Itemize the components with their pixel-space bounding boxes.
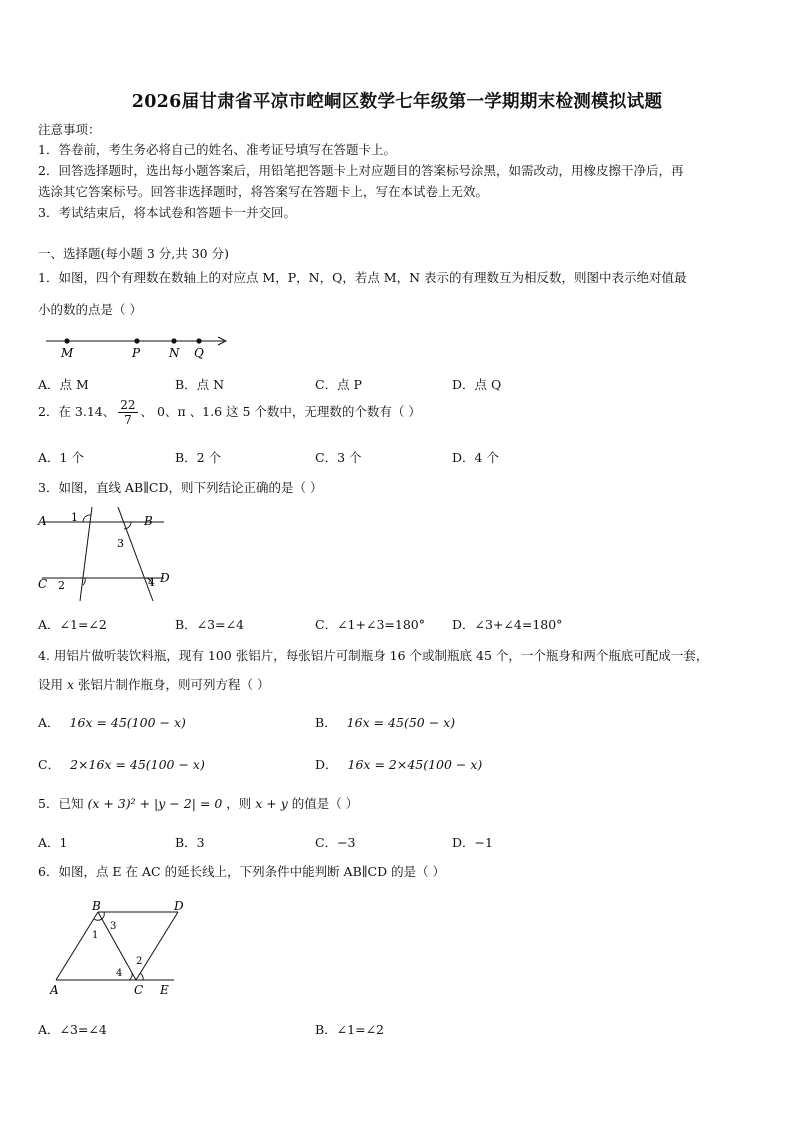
q3-text: 3．如图，直线 AB∥CD，则下列结论正确的是（ ） <box>38 480 323 495</box>
q6-option-a[interactable]: A．∠3=∠4 <box>38 1022 107 1037</box>
q1-option-b[interactable]: B．点 N <box>175 377 225 392</box>
q5-suffix: 的值是（ ） <box>291 796 359 811</box>
q3-option-b[interactable]: B．∠3=∠4 <box>175 617 245 632</box>
point-q <box>196 338 201 343</box>
point-p <box>134 338 139 343</box>
q6-angle-4: 4 <box>116 968 123 979</box>
q3-angle-4: 4 <box>148 576 155 589</box>
q2-option-a[interactable]: A．1 个 <box>38 450 84 465</box>
label-n: N <box>169 346 180 360</box>
q3-label-b: B <box>144 514 153 528</box>
q4-text: 4. 用铝片做听装饮料瓶，现有 100 张铝片，每张铝片可制瓶身 16 个或制瓶底 45 个，一个瓶身和两个瓶底可配成一套， <box>38 648 709 663</box>
q5-option-a[interactable]: A．1 <box>38 835 68 850</box>
label-q: Q <box>194 346 204 360</box>
q5-option-c[interactable]: C．−3 <box>315 835 356 850</box>
q3-angle-2: 2 <box>58 579 65 592</box>
q3-option-a[interactable]: A．∠1=∠2 <box>38 617 107 632</box>
q3-label-a: A <box>38 514 47 528</box>
q4-option-d-label: D． <box>315 757 338 772</box>
q1-option-a[interactable]: A．点 M <box>38 377 89 392</box>
q5-mid: ，则 <box>226 796 252 811</box>
q4-option-a-label: A． <box>38 715 60 730</box>
q1-option-c[interactable]: C．点 P <box>315 377 362 392</box>
q6-angle-1: 1 <box>92 930 99 941</box>
q4-option-b-label: B． <box>315 715 337 730</box>
notice-heading: 注意事项： <box>38 122 101 137</box>
q2-suffix: 、 0、π 、1.6 这 5 个数中，无理数的个数有（ ） <box>140 404 421 419</box>
q5-expression: (x + 3)² + |y − 2| = 0 <box>87 796 223 811</box>
q5-expression-2: x + y <box>255 796 288 811</box>
q6-parallelogram-figure <box>46 898 196 1000</box>
q2-prefix: 2．在 3.14、 <box>38 404 116 419</box>
label-m: M <box>61 346 74 360</box>
q3-angle-1: 1 <box>71 511 78 524</box>
q4-option-c[interactable] <box>38 755 205 773</box>
q5-option-b[interactable]: B．3 <box>175 835 205 850</box>
q4-option-a-expr: 16x = 45(100 − x) <box>69 715 186 730</box>
q5-text <box>38 796 358 812</box>
section-heading: 一、选择题(每小题 3 分,共 30 分) <box>38 246 229 261</box>
q2-option-d[interactable]: D．4 个 <box>452 450 499 465</box>
q3-parallel-lines-figure <box>36 505 176 605</box>
q4-option-a[interactable] <box>38 713 186 731</box>
q4-option-c-expr: 2×16x = 45(100 − x) <box>70 757 205 772</box>
point-n <box>171 338 176 343</box>
q2-fraction-denominator: 7 <box>124 413 132 427</box>
q6-angle-2: 2 <box>136 956 143 967</box>
q6-label-d: D <box>174 899 184 913</box>
q4-option-c-label: C． <box>38 757 61 772</box>
q6-label-b: B <box>92 899 101 913</box>
q4-text-a: 设用 <box>38 677 64 692</box>
notice-item-3: 3．考试结束后，将本试卷和答题卡一并交回。 <box>38 205 296 220</box>
q1-number-line-figure <box>38 330 238 362</box>
q4-variable: x <box>67 677 75 692</box>
q5-prefix: 5．已知 <box>38 796 84 811</box>
q1-option-d[interactable]: D．点 Q <box>452 377 502 392</box>
q3-angle-3: 3 <box>117 537 124 550</box>
q1-text-cont: 小的数的点是（ ） <box>38 302 142 317</box>
q5-option-d[interactable]: D．−1 <box>452 835 493 850</box>
q4-text-cont <box>38 677 270 693</box>
q6-text: 6．如图，点 E 在 AC 的延长线上，下列条件中能判断 AB∥CD 的是（ ） <box>38 864 446 879</box>
q6-label-a: A <box>50 983 59 997</box>
q4-option-d-expr: 16x = 2×45(100 − x) <box>347 757 483 772</box>
q3-label-d: D <box>160 571 170 585</box>
q6-label-c: C <box>134 983 144 997</box>
q2-option-b[interactable]: B．2 个 <box>175 450 222 465</box>
q2-option-c[interactable]: C．3 个 <box>315 450 362 465</box>
q4-option-b-expr: 16x = 45(50 − x) <box>346 715 456 730</box>
q3-option-c[interactable]: C．∠1+∠3=180° <box>315 617 425 632</box>
q2-fraction-numerator: 22 <box>120 398 136 412</box>
notice-item-2: 2．回答选择题时，选出每小题答案后，用铅笔把答题卡上对应题目的答案标号涂黑，如需改动，用橡皮擦干净后，再 <box>38 163 684 178</box>
q3-label-c: C <box>38 577 48 591</box>
q6-angle-3: 3 <box>110 921 117 932</box>
q1-text: 1．如图，四个有理数在数轴上的对应点 M，P，N，Q，若点 M，N 表示的有理数互为相反数，则图中表示绝对值最 <box>38 270 687 285</box>
point-m <box>64 338 69 343</box>
q6-option-b[interactable]: B．∠1=∠2 <box>315 1022 385 1037</box>
q4-option-b[interactable] <box>315 713 455 731</box>
q3-option-d[interactable]: D．∠3+∠4=180° <box>452 617 563 632</box>
q4-text-b: 张铝片制作瓶身，则可列方程（ ） <box>78 677 270 692</box>
page-title: 2026届甘肃省平凉市崆峒区数学七年级第一学期期末检测模拟试题 <box>131 92 663 112</box>
label-p: P <box>132 346 141 360</box>
q4-option-d[interactable] <box>315 755 482 773</box>
q2-text <box>38 398 421 427</box>
q6-label-e: E <box>160 983 169 997</box>
q2-fraction <box>118 398 137 427</box>
notice-item-2-cont: 选涂其它答案标号。回答非选择题时，将答案写在答题卡上，写在本试卷上无效。 <box>38 184 489 199</box>
notice-item-1: 1．答卷前，考生务必将自己的姓名、准考证号填写在答题卡上。 <box>38 142 396 157</box>
